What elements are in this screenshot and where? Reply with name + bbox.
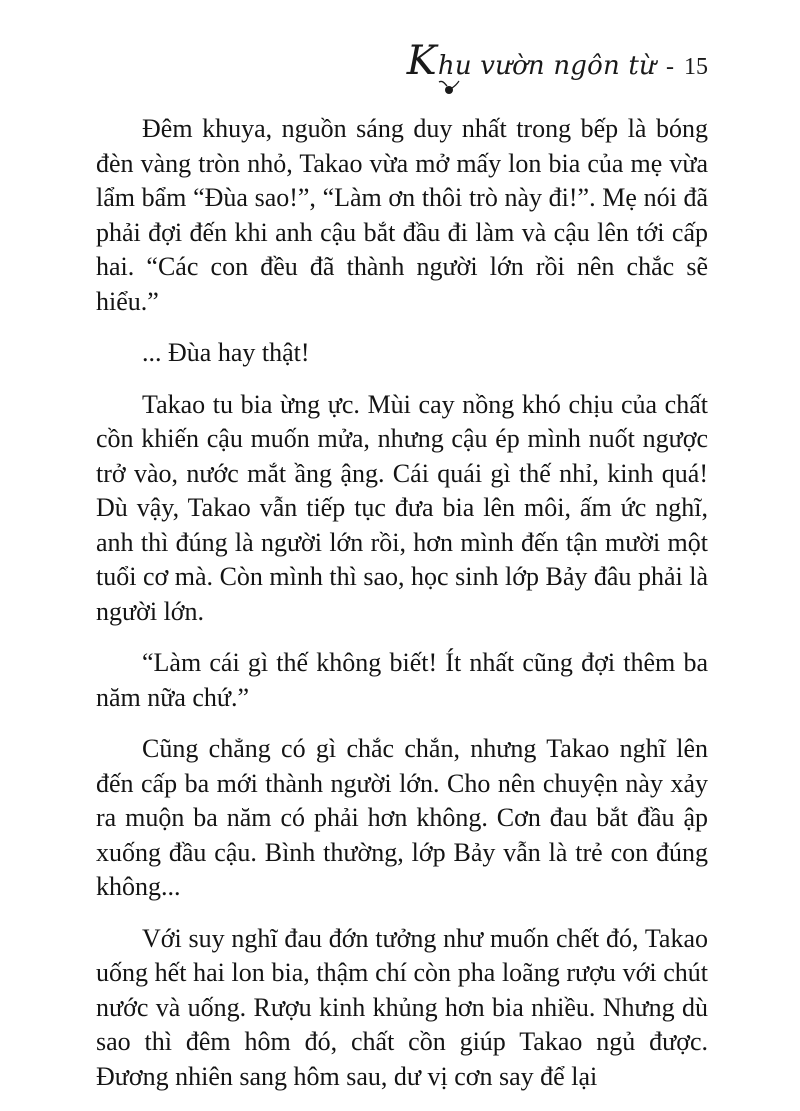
body-text bbox=[96, 112, 708, 1111]
paragraph-3: Takao tu bia ừng ực. Mùi cay nồng khó chịu của chất cồn khiến cậu muốn mửa, nhưng cậu ép mình nuốt ngược trở vào, nước mắt ầng ậng. Cái quái gì thế nhỉ, kinh quá! Dù vậy, Takao vẫn tiếp tục đưa bia lên môi, ấm ức nghĩ, anh thì đúng là người lớn rồi, hơn mình đến tận mười một tuổi cơ mà. Còn mình thì sao, học sinh lớp Bảy đâu phải là người lớn. bbox=[96, 389, 708, 626]
header-separator: - bbox=[666, 54, 674, 80]
paragraph-2: ... Đùa hay thật! bbox=[142, 338, 310, 367]
paragraph-5: Cũng chẳng có gì chắc chắn, nhưng Takao nghĩ lên đến cấp ba mới thành người lớn. Cho nên chuyện này xảy ra muộn ba năm có phải hơn không. Cơn đau bắt đầu ập xuống đầu cậu. Bình thường, lớp Bảy vẫn là trẻ con đúng không... bbox=[96, 734, 708, 901]
rose-ornament-icon bbox=[435, 78, 461, 100]
paragraph-1: Đêm khuya, nguồn sáng duy nhất trong bếp là bóng đèn vàng tròn nhỏ, Takao vừa mở mấy lon bia của mẹ vừa lẩm bẩm “Đùa sao!”, “Làm ơn thôi trò này đi!”. Mẹ nói đã phải đợi đến khi anh cậu bắt đầu đi làm và cậu lên tới cấp hai. “Các con đều đã thành người lớn rồi nên chắc sẽ hiểu.” bbox=[96, 114, 708, 316]
running-title-rest: hu vườn ngôn từ bbox=[437, 51, 656, 81]
paragraph-4: “Làm cái gì thế không biết! Ít nhất cũng đợi thêm ba năm nữa chứ.” bbox=[96, 648, 708, 712]
paragraph-6: Với suy nghĩ đau đớn tưởng như muốn chết đó, Takao uống hết hai lon bia, thậm chí còn pha loãng rượu với chút nước và uống. Rượu kinh khủng hơn bia nhiều. Nhưng dù sao thì đêm hôm đó, chất cồn giúp Takao ngủ được. Đương nhiên sang hôm sau, dư vị cơn say để lại bbox=[96, 923, 708, 1091]
running-title-initial: K bbox=[406, 38, 437, 84]
page-number: 15 bbox=[684, 54, 708, 80]
